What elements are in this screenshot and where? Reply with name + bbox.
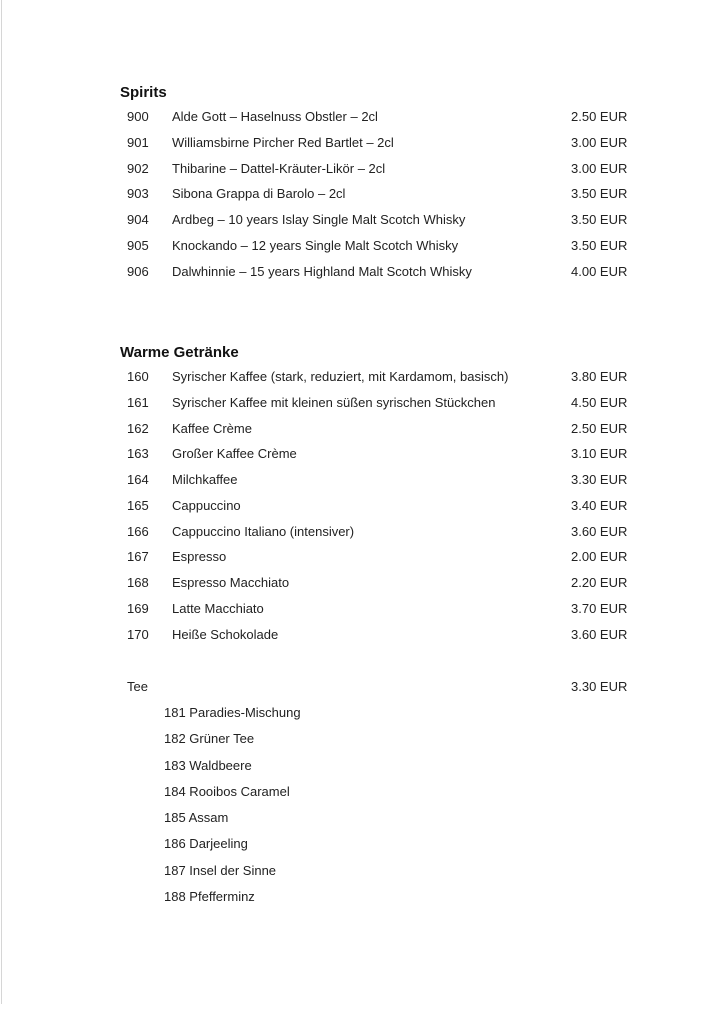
item-name: Williamsbirne Pircher Red Bartlet – 2cl — [172, 134, 394, 150]
menu-item — [0, 420, 718, 446]
item-number: 900 — [127, 109, 149, 124]
menu-item — [0, 134, 718, 160]
menu-item — [0, 394, 718, 420]
tea-variety-label: 187 Insel der Sinne — [164, 862, 277, 878]
tea-variety-label: 186 Darjeeling — [164, 836, 248, 852]
menu-item — [0, 108, 718, 134]
menu-item — [0, 368, 718, 394]
item-price: 3.60 EUR — [571, 626, 628, 642]
item-name: Espresso Macchiato — [172, 575, 290, 590]
menu-item — [0, 523, 718, 549]
item-name: Heiße Schokolade — [172, 626, 279, 642]
menu-item — [0, 445, 718, 471]
item-price: 3.30 EUR — [571, 472, 628, 487]
item-price: 4.50 EUR — [571, 394, 628, 410]
item-price: 3.80 EUR — [571, 369, 628, 384]
tea-variety-label: 183 Waldbeere — [164, 757, 252, 773]
tea-varieties-list — [0, 704, 718, 914]
menu-item — [0, 160, 718, 186]
item-number: 160 — [127, 369, 149, 384]
item-number: 163 — [127, 446, 149, 462]
tea-variety — [0, 835, 718, 861]
item-name: Alde Gott – Haselnuss Obstler – 2cl — [172, 109, 378, 124]
item-price: 2.20 EUR — [571, 575, 628, 590]
item-name: Cappuccino Italiano (intensiver) — [172, 523, 355, 539]
menu-item — [0, 471, 718, 497]
tea-price: 3.30 EUR — [571, 679, 628, 694]
item-number: 161 — [127, 394, 149, 410]
tea-variety — [0, 783, 718, 809]
warm-drinks-list — [0, 368, 718, 651]
item-price: 3.40 EUR — [571, 497, 628, 513]
item-price: 2.50 EUR — [571, 420, 628, 436]
tea-variety — [0, 704, 718, 730]
item-price: 3.00 EUR — [571, 134, 628, 150]
item-name: Großer Kaffee Crème — [172, 446, 297, 462]
item-number: 166 — [127, 523, 149, 539]
item-number: 168 — [127, 575, 149, 590]
item-price: 4.00 EUR — [571, 263, 628, 279]
tea-variety-label: 184 Rooibos Caramel — [164, 783, 290, 799]
tea-variety — [0, 730, 718, 756]
item-name: Syrischer Kaffee (stark, reduziert, mit Kardamom, basisch) — [172, 369, 509, 384]
tea-variety — [0, 888, 718, 914]
item-name: Thibarine – Dattel-Kräuter-Likör – 2cl — [172, 160, 386, 176]
tea-header-row — [0, 678, 718, 704]
spirits-list — [0, 108, 718, 288]
item-number: 170 — [127, 626, 149, 642]
item-number: 903 — [127, 186, 149, 202]
item-name: Syrischer Kaffee mit kleinen süßen syrischen Stückchen — [172, 394, 496, 410]
item-number: 165 — [127, 497, 149, 513]
item-name: Latte Macchiato — [172, 600, 264, 616]
menu-item — [0, 263, 718, 289]
menu-item — [0, 626, 718, 652]
tea-label: Tee — [127, 679, 148, 694]
tea-variety — [0, 757, 718, 783]
spirits-heading: Spirits — [120, 84, 167, 101]
item-name: Espresso — [172, 549, 227, 565]
item-price: 3.50 EUR — [571, 237, 628, 253]
item-price: 3.70 EUR — [571, 600, 628, 616]
warm-drinks-heading: Warme Getränke — [120, 344, 239, 361]
tea-variety — [0, 809, 718, 835]
menu-item — [0, 574, 718, 600]
menu-item — [0, 600, 718, 626]
item-price: 2.50 EUR — [571, 109, 628, 124]
item-number: 162 — [127, 420, 149, 436]
item-price: 3.10 EUR — [571, 446, 628, 462]
tea-variety-label: 181 Paradies-Mischung — [164, 705, 301, 720]
item-number: 164 — [127, 472, 149, 487]
item-number: 167 — [127, 549, 149, 565]
item-price: 3.60 EUR — [571, 523, 628, 539]
menu-item — [0, 185, 718, 211]
item-name: Cappuccino — [172, 497, 241, 513]
item-name: Ardbeg – 10 years Islay Single Malt Scotch Whisky — [172, 212, 466, 227]
item-price: 3.50 EUR — [571, 186, 628, 202]
item-name: Dalwhinnie – 15 years Highland Malt Scotch Whisky — [172, 263, 472, 279]
tea-variety-label: 182 Grüner Tee — [164, 731, 255, 747]
item-price: 3.00 EUR — [571, 160, 628, 176]
item-number: 905 — [127, 237, 149, 253]
item-name: Milchkaffee — [172, 472, 238, 487]
item-name: Knockando – 12 years Single Malt Scotch Whisky — [172, 237, 459, 253]
tea-variety-label: 185 Assam — [164, 810, 229, 826]
menu-item — [0, 237, 718, 263]
tea-variety-label: 188 Pfefferminz — [164, 889, 255, 905]
item-number: 169 — [127, 600, 149, 616]
item-number: 904 — [127, 212, 149, 227]
item-number: 901 — [127, 134, 149, 150]
item-price: 3.50 EUR — [571, 212, 628, 227]
item-price: 2.00 EUR — [571, 549, 628, 565]
tea-variety — [0, 862, 718, 888]
item-name: Kaffee Crème — [172, 420, 252, 436]
item-number: 906 — [127, 263, 149, 279]
item-name: Sibona Grappa di Barolo – 2cl — [172, 186, 346, 202]
menu-item — [0, 211, 718, 237]
menu-item — [0, 548, 718, 574]
menu-item — [0, 497, 718, 523]
item-number: 902 — [127, 160, 149, 176]
